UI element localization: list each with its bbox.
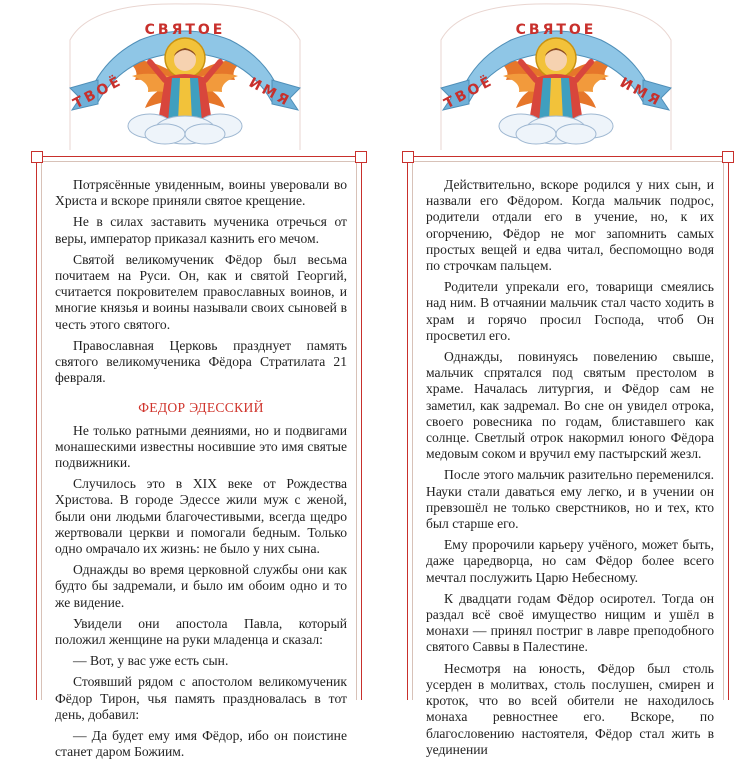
paragraph: — Да будет ему имя Фёдор, ибо он поистине станет даром Божиим. <box>55 728 347 760</box>
paragraph: Увидели они апостола Павла, который положил женщине на руки младенца и сказал: <box>55 615 347 648</box>
right-text-frame <box>407 156 729 757</box>
banner-word-right: ИМЯ <box>617 74 665 111</box>
paragraph: Святой великомученик Фёдор был весьма почитаем на Руси. Он, как и святой Георгий, считается покровителем православных воинов, и многие князья и воины называли своих сыновей в честь этого святого. <box>55 251 347 332</box>
banner-word-top: СВЯТОЕ <box>144 22 226 38</box>
left-header-illustration <box>0 0 370 160</box>
cloud-icon <box>128 114 242 144</box>
banner-word-left: ТВОЁ <box>70 72 126 113</box>
right-page-text <box>426 177 714 763</box>
paragraph: Ему пророчили карьеру учёного, может быть, даже царедворца, но сам Фёдор более всего мечтал послужить Царю Небесному. <box>426 537 714 585</box>
paragraph: К двадцати годам Фёдор осиротел. Тогда он раздал всё своё имущество нищим и ушёл в монахи — принял постриг в лавре преподобного святого Саввы в Палестине. <box>426 590 714 655</box>
banner-word-left: ТВОЁ <box>441 72 497 113</box>
banner-word-right: ИМЯ <box>246 74 294 111</box>
paragraph: Однажды, повинуясь повелению свыше, мальчик спрятался под святым престолом в храме. Началась литургия, и Фёдор сам не заметил, как задремал. Во сне он увидел отрока, своего ровесника по годам, блиставшего как солнце. Светлый отрок накормил юного Фёдора медовым соком и вручил ему пастырский жезл. <box>426 349 714 462</box>
paragraph: Действительно, вскоре родился у них сын, и назвали его Фёдором. Когда мальчик подрос, родители отдали его в учение, но, к их огорчению, Фёдор не мог запомнить самых простых вещей и едва читал, беспомощно водя по строчкам пальцем. <box>426 177 714 274</box>
paragraph: Православная Церковь празднует память святого великомученика Фёдора Стратилата 21 февраля. <box>55 337 347 386</box>
left-page <box>0 0 370 760</box>
paragraph: — Вот, у вас уже есть сын. <box>73 653 229 669</box>
cloud-icon <box>499 114 613 144</box>
left-text-frame <box>36 156 362 760</box>
paragraph: После этого мальчик разительно переменился. Науки стали даваться ему легко, и в учении он превзошёл не только сверстников, но и тех, кто был старше его. <box>426 467 714 532</box>
paragraph: Не только ратными деяниями, но и подвигами монашескими известны носившие это имя святые подвижники. <box>55 422 347 471</box>
right-page <box>371 0 741 757</box>
section-title: ФЕДОР ЭДЕССКИЙ <box>138 400 264 416</box>
paragraph: Родители упрекали его, товарищи смеялись над ним. В отчаянии мальчик стал часто ходить в храм и горячо просил Господа, чтоб Он просветил его. <box>426 279 714 343</box>
banner-word-top: СВЯТОЕ <box>515 22 597 38</box>
paragraph: Стоявший рядом с апостолом великомученик Фёдор Тирон, чья память праздновалась в тот день, добавил: <box>55 674 347 722</box>
left-page-text <box>55 177 347 766</box>
right-header-illustration <box>371 0 741 160</box>
paragraph: Потрясённые увиденным, воины уверовали во Христа и вскоре приняли святое крещение. <box>55 177 347 209</box>
paragraph: Однажды во время церковной службы они как будто бы задремали, и было им обоим одно и то же видение. <box>55 562 347 610</box>
paragraph: Несмотря на юность, Фёдор был столь усерден в молитвах, столь послушен, смирен и кроток, что во всей обители не находилось монаха ревностнее его. Вскоре, по благословению настоятеля, Фёдор стал жить в уединении <box>426 660 714 757</box>
paragraph: Случилось это в XIX веке от Рождества Христова. В городе Эдессе жили муж с женой, были они людьми благочестивыми, всегда щедро жертвовали церкви и помогали бедным. Только одно омрачало их жизнь: не было у них сына. <box>55 476 347 557</box>
paragraph: Не в силах заставить мученика отречься от веры, император приказал казнить его мечом. <box>55 214 347 246</box>
